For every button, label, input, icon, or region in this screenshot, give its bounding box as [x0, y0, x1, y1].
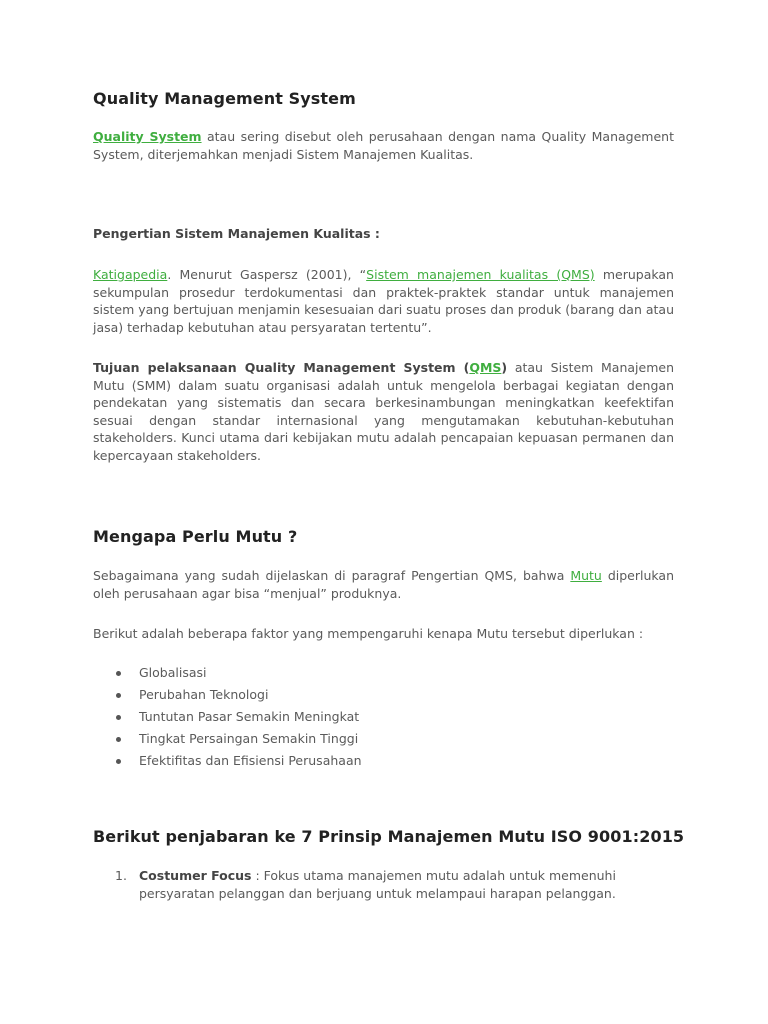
factor-label: Globalisasi — [139, 665, 207, 680]
list-item — [93, 662, 362, 684]
definition-text-before: . Menurut Gaspersz (2001), “ — [167, 267, 367, 282]
definition-paragraph — [93, 266, 674, 336]
bullet-icon — [116, 715, 121, 720]
principles-list — [93, 867, 674, 902]
bullet-icon — [116, 737, 121, 742]
purpose-bold-start: Tujuan pelaksanaan Quality Management System ( — [93, 360, 470, 375]
qms-link[interactable]: QMS — [469, 360, 502, 375]
definition-heading: Pengertian Sistem Manajemen Kualitas : — [93, 226, 380, 241]
factor-label: Efektifitas dan Efisiensi Perusahaan — [139, 753, 362, 768]
principle-text: : Fokus utama manajemen mutu adalah untuk memenuhi persyaratan pelanggan dan berjuang untuk melampaui harapan pelanggan. — [139, 868, 616, 901]
qms-definition-link[interactable]: Sistem manajemen kualitas (QMS) — [366, 267, 595, 282]
list-item — [93, 750, 362, 772]
intro-paragraph — [93, 128, 674, 163]
why-text-after: diperlukan oleh perusahaan agar bisa “menjual” produknya. — [93, 568, 674, 601]
bullet-icon — [116, 693, 121, 698]
purpose-bold-end: ) — [501, 360, 508, 375]
bullet-icon — [116, 759, 121, 764]
factor-label: Tuntutan Pasar Semakin Meningkat — [139, 709, 360, 724]
principle-name: Costumer Focus — [139, 868, 252, 883]
why-text-before: Sebagaimana yang sudah dijelaskan di paragraf Pengertian QMS, bahwa — [93, 568, 571, 583]
quality-system-link[interactable]: Quality System — [93, 129, 202, 144]
purpose-paragraph — [93, 359, 674, 464]
bullet-icon — [116, 671, 121, 676]
factor-label: Tingkat Persaingan Semakin Tinggi — [139, 731, 359, 746]
section-title-principles: Berikut penjabaran ke 7 Prinsip Manajemen Mutu ISO 9001:2015 — [93, 827, 685, 846]
factors-intro: Berikut adalah beberapa faktor yang mempengaruhi kenapa Mutu tersebut diperlukan : — [93, 626, 644, 641]
section-title-why-quality: Mengapa Perlu Mutu ? — [93, 527, 298, 546]
mutu-link[interactable]: Mutu — [570, 568, 602, 583]
factors-list — [93, 662, 362, 772]
why-quality-paragraph — [93, 567, 674, 602]
factor-label: Perubahan Teknologi — [139, 687, 269, 702]
list-item — [93, 684, 362, 706]
katigapedia-link[interactable]: Katigapedia — [93, 267, 168, 282]
list-item — [93, 706, 362, 728]
list-item — [93, 867, 674, 902]
purpose-text: atau Sistem Manajemen Mutu (SMM) dalam suatu organisasi adalah untuk mengelola berbagai kegiatan dengan pendekatan yang sistematis dan secara berkesinambungan meningkatkan keefektifan sesuai dengan standar internasional yang mengutamakan kebutuhan-kebutuhan stakeholders. Kunci utama dari kebijakan mutu adalah pencapaian kepuasan permanen dan kepercayaan stakeholders. — [93, 360, 675, 463]
intro-text: atau sering disebut oleh perusahaan dengan nama Quality Management System, diterjemahkan menjadi Sistem Manajemen Kualitas. — [93, 129, 674, 162]
definition-text-after: merupakan sekumpulan prosedur terdokumentasi dan praktek-praktek standar untuk manajemen sistem yang bertujuan menjamin kesesuaian dari suatu proses dan produk (barang dan atau jasa) terhadap kebutuhan atau persyaratan tertentu”. — [93, 267, 674, 335]
list-item — [93, 728, 362, 750]
principle-number: 1. — [115, 868, 127, 883]
section-title-qms: Quality Management System — [93, 89, 356, 108]
